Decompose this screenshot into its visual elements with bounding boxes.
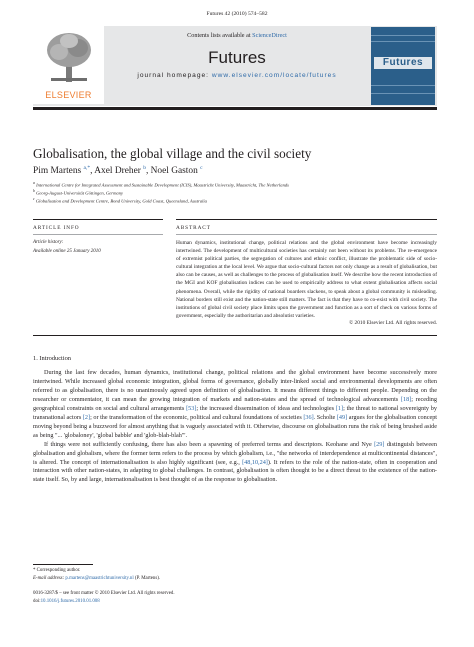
affiliation-text: Georg-August-Universität Göttingen, Germany <box>36 190 124 196</box>
affiliation <box>33 197 437 204</box>
article-info-subrule <box>33 234 163 235</box>
doi-prefix: doi: <box>33 599 41 604</box>
email-link[interactable]: p.martens@maastrichtuniversity.nl <box>65 576 134 581</box>
author-name: Noel Gaston <box>150 166 198 177</box>
paragraph-text: ; receding geographical constraints on social and cultural arrangements <box>33 395 437 412</box>
citation-reference[interactable]: [49] <box>336 413 348 421</box>
cover-stripe <box>371 35 435 36</box>
abstract-subrule <box>176 234 437 235</box>
abstract-copyright: © 2010 Elsevier Ltd. All rights reserved. <box>349 320 437 326</box>
journal-homepage <box>104 72 370 79</box>
contents-prefix: Contents lists available at <box>187 32 253 39</box>
paragraph-text: During the last few decades, human dynamics, institutional change, political relations and the global environment have become successively more intertwined. While increased global economic integration, global forms of governance, globally inter-linked social and environmental developments are often referred to as globalisation, there is no unanimously agreed upon definition of globalisation. It means different things to different people. Depending on the researcher or commentator, it can mean the growing integration of markets and nation-states and the spread of technological advancements <box>33 369 437 403</box>
email-suffix: (P. Martens). <box>133 576 161 581</box>
paragraph-text: ; or the transformation of the economic, political and cultural foundations of societies <box>90 413 304 421</box>
publisher-name: ELSEVIER <box>45 90 92 100</box>
author-affiliation-mark[interactable]: b <box>143 165 146 171</box>
article-info-rule <box>33 219 163 220</box>
issn-line: 0016-3287/$ – see front matter © 2010 Elsevier Ltd. All rights reserved. <box>33 591 175 596</box>
section-heading: 1. Introduction <box>33 355 71 362</box>
paragraph <box>33 369 437 441</box>
paragraph-text: If things were not sufficiently confusing, there has also been a spawning of preferred terms and descriptors. Keohane and Nye <box>44 440 375 448</box>
author-list: Pim Martens $^{a,*}$, Axel Dreher $^b$, Noel Gaston $^c$ <box>33 165 203 177</box>
corresponding-author-note: * Corresponding author. <box>33 568 81 573</box>
email-footnote <box>33 576 437 581</box>
abstract-heading: ABSTRACT <box>176 225 211 231</box>
email-label: E-mail address: <box>33 576 66 581</box>
paragraph-text: distinguish between globalisation and globalism, where the former term refers to the process by which globalism, i.e., "the networks of interdependence at multicontinental distances", is altered. The concept of internationalisation is also highly significant (see, e.g., <box>33 440 437 466</box>
doi-line <box>33 599 437 604</box>
paragraph <box>33 441 437 486</box>
author-affiliation-mark[interactable]: a,* <box>83 165 91 171</box>
journal-cover-image <box>371 27 435 105</box>
contents-line <box>104 32 370 39</box>
citation-reference[interactable]: [36] <box>303 413 314 421</box>
author-affiliation-mark[interactable]: c <box>200 165 203 171</box>
cover-stripe <box>371 85 435 86</box>
citation-reference[interactable]: [1] <box>335 404 344 412</box>
author-name: Axel Dreher <box>94 166 141 177</box>
paragraph-text: ; the threat to national sovereignty by transnational actors <box>33 404 437 421</box>
author-name: Pim Martens <box>33 166 82 177</box>
article-history-label: Article history: <box>33 240 64 245</box>
cover-title: Futures <box>374 57 432 69</box>
abstract-rule <box>176 219 437 220</box>
citation-reference[interactable]: [29] <box>374 440 385 448</box>
journal-citation: Futures 42 (2010) 574–582 <box>206 11 268 17</box>
abstract-text: Human dynamics, institutional change, political relations and the global environment have become increasingly intertwined. The development of multicultural societies has certainly not been without its problems. The re-emergence of extremist political parties, the segregation of cultures and ethnic conflict, illustrate the problematic side of socio-cultural integration at the local level. We argue that socio-cultural factors not only change as a result of globalisation, but also can be causes, as well as challenges to the process of globalisation itself. We describe how the recent introduction of the MGI and KOF globalisation indices can be used to empirically address to what extent globalisation affects social phenomena. Overall, while the rigidity of national boarders slackens, to speak about a global community is misleading. National borders still exist and the nation-state still matters. The fact is that they have to co-exist with civil society. The institutions of global civil society place limits upon the government and function as a sort of check on various forms of government, especially the authoritarian and absolutist varieties. <box>176 240 437 319</box>
paragraph-text: argues for the globalisation concept moving beyond being a buzzword for almost anything that is vaguely associated with it. Otherwise, discourse on globalisation runs the risk of being brushed aside as being "... 'globaloney', 'global babble' and 'glob-blah-blah'". <box>33 413 438 439</box>
header-rule <box>33 107 437 110</box>
affiliation-text: Globalisation and Development Centre, Bond University, Gold Coast, Queensland, Australia <box>35 198 207 204</box>
affiliation-mark: c <box>33 197 35 201</box>
doi-link[interactable]: 10.1016/j.futures.2010.01.008 <box>40 599 100 604</box>
citation-reference[interactable]: [2] <box>82 413 91 421</box>
cover-stripe <box>371 93 435 94</box>
paragraph-text: ). It refers to the role of the nation-state, often in cooperation and interaction with other nation-states, in adapting to global challenges. In contrast, globalisation is often thought to be a direct threat to the existence of the nation-state itself. So, by and large, internationalisation is best thought of as the response to globalisation. <box>33 458 437 484</box>
affiliation-text: International Centre for Integrated Assessment and Sustainable Development (ICIS), Maastricht University, Maastricht, The Netherlands <box>36 182 289 188</box>
abstract-bottom-rule <box>33 335 437 336</box>
available-online: Available online 25 January 2010 <box>33 249 101 254</box>
citation-reference[interactable]: [18] <box>400 395 412 403</box>
article-info-heading: ARTICLE INFO <box>33 225 80 231</box>
introduction-body <box>33 369 437 485</box>
affiliation <box>33 189 437 196</box>
elsevier-tree-logo <box>45 30 93 84</box>
citation-reference[interactable]: [53] <box>186 404 197 412</box>
sciencedirect-link[interactable]: ScienceDirect <box>252 32 287 39</box>
paragraph-text: . Scholte <box>313 413 337 421</box>
journal-title: Futures <box>208 48 266 67</box>
cover-stripe <box>371 41 435 42</box>
homepage-link[interactable]: www.elsevier.com/locate/futures <box>211 72 337 79</box>
paragraph-text: ; the increased dissemination of ideas and technologies <box>196 404 336 412</box>
affiliation-mark: a <box>33 181 35 185</box>
footnote-rule <box>33 564 93 565</box>
affiliation <box>33 181 437 188</box>
article-title: Globalisation, the global village and the civil society <box>33 146 312 161</box>
affiliation-mark: b <box>33 189 35 193</box>
homepage-prefix: journal homepage: <box>137 72 212 79</box>
citation-reference[interactable]: [48,10,24] <box>242 458 268 466</box>
